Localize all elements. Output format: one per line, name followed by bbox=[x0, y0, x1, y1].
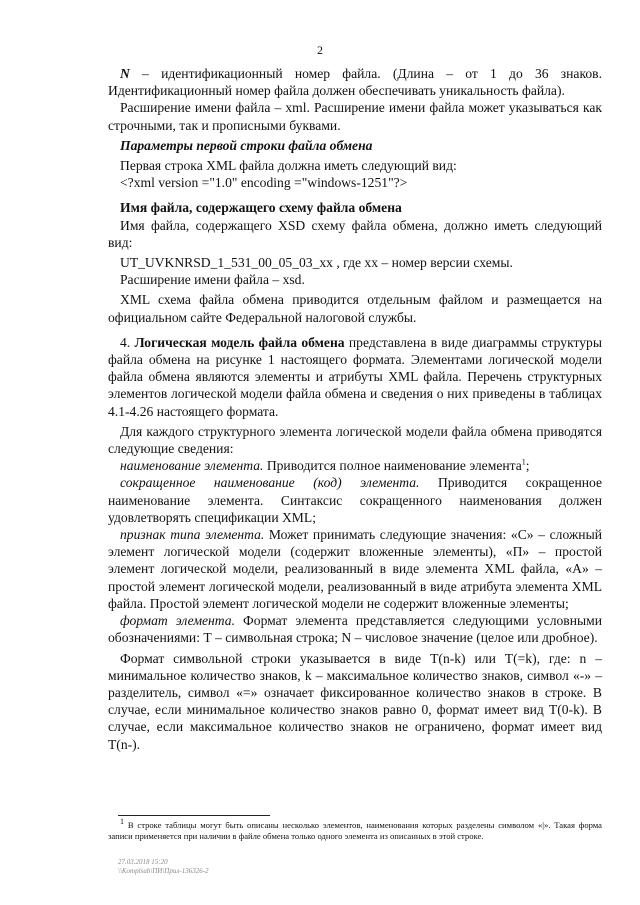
item-element-format bbox=[108, 612, 602, 646]
text: Приводится сокращенное наименование элемента. Синтаксис сокращенного наименования должен удовлетворять спецификации XML; bbox=[108, 475, 602, 525]
text: Может принимать следующие значения: «С» – сложный элемент логической модели (содержит вложенные элементы), «П» – простой элемент логической модели, реализованный в виде элемента XML файла, «А» – простой элемент логической модели, реализованный в виде атрибута элемента XML файла. Простой элемент логической модели не содержит вложенные элементы; bbox=[108, 527, 602, 611]
schema-file-name: UT_UVKNRSD_1_531_00_05_03_xx , где xx – номер версии схемы. bbox=[120, 255, 513, 271]
paragraph-logical-model bbox=[108, 334, 602, 420]
text: Формат элемента представляется следующими условными обозначениями: Т – символьная строка; N – числовое значение (целое или дробное). bbox=[108, 613, 602, 646]
section-heading-first-line: Параметры первой строки файла обмена bbox=[120, 137, 373, 153]
paragraph-schema-extension: Расширение имени файла – xsd. bbox=[120, 272, 305, 288]
item-element-type bbox=[108, 526, 602, 612]
footnote-mark: 1 bbox=[120, 817, 124, 827]
paragraph-schema-name: Имя файла, содержащего XSD схему файла обмена, должно иметь следующий вид: bbox=[108, 217, 602, 250]
item-number: 4. bbox=[120, 334, 135, 350]
text: Приводится полное наименование элемента bbox=[263, 458, 522, 474]
text: – идентификационный номер файла. (Длина – от 1 до 36 знаков. Идентификационный номер файла должен обеспечивать уникальность файла). bbox=[108, 66, 602, 99]
term: наименование элемента. bbox=[120, 458, 264, 474]
paragraph-extension: Расширение имени файла – xml. Расширение имени файла может указываться как строчными, так и прописными буквами. bbox=[108, 100, 602, 133]
document-body bbox=[108, 65, 602, 753]
text: представлена в виде диаграммы структуры файла обмена на рисунке 1 настоящего формата. Элементами логической модели файла обмена являются элементы и атрибуты XML файла. Перечень структурных элементов логической модели файла обмена и сведения о них приведены в таблицах 4.1-4.26 настоящего формата. bbox=[108, 334, 602, 419]
footnote-divider bbox=[118, 815, 270, 816]
logical-model-term: Логическая модель файла обмена bbox=[134, 334, 345, 350]
term: признак типа элемента. bbox=[120, 527, 265, 543]
xml-declaration: <?xml version ="1.0" encoding ="windows-1251"?> bbox=[120, 175, 408, 191]
section-heading-schema-file: Имя файла, содержащего схему файла обмена bbox=[120, 200, 402, 216]
paragraph-element-info: Для каждого структурного элемента логической модели файла обмена приводятся следующие сведения: bbox=[108, 423, 602, 457]
print-stamp bbox=[118, 858, 209, 876]
term-n: N bbox=[120, 66, 130, 81]
term: сокращенное наименование (код) элемента. bbox=[120, 475, 420, 491]
item-element-code bbox=[108, 474, 602, 526]
footnote-ref: 1 bbox=[521, 457, 526, 467]
stamp-path: \\Komplsub\ПИ\Прил-136326-2 bbox=[118, 867, 209, 875]
paragraph-string-format: Формат символьной строки указывается в виде Т(n-k) или Т(=k), где: n – минимальное количество знаков, k – максимальное количество знаков, символ «-» – разделитель, символ «=» означает фиксированное количество знаков в строке. В случае, если минимальное количество знаков равно 0, формат имеет вид Т(0-k). В случае, если максимальное количество знаков не ограничено, формат имеет вид Т(n-). bbox=[108, 650, 602, 752]
paragraph-schema-location: XML схема файла обмена приводится отдельным файлом и размещается на официальном сайте Федеральной налоговой службы. bbox=[108, 292, 602, 325]
paragraph-file-id bbox=[108, 65, 602, 99]
paragraph-first-line: Первая строка XML файла должна иметь следующий вид: bbox=[120, 158, 457, 174]
text-end: ; bbox=[525, 458, 530, 474]
item-element-name bbox=[108, 457, 602, 474]
page-number: 2 bbox=[317, 43, 323, 57]
stamp-date: 27.03.2018 15:20 bbox=[118, 858, 168, 866]
footnote bbox=[108, 817, 602, 842]
term: формат элемента. bbox=[120, 613, 235, 629]
footnote-text: В строке таблицы могут быть описаны несколько элементов, наименования которых разделены символом «|». Такая форма записи применяется при наличии в файле обмена только одного элемента из описанных в этой строке. bbox=[108, 820, 602, 841]
